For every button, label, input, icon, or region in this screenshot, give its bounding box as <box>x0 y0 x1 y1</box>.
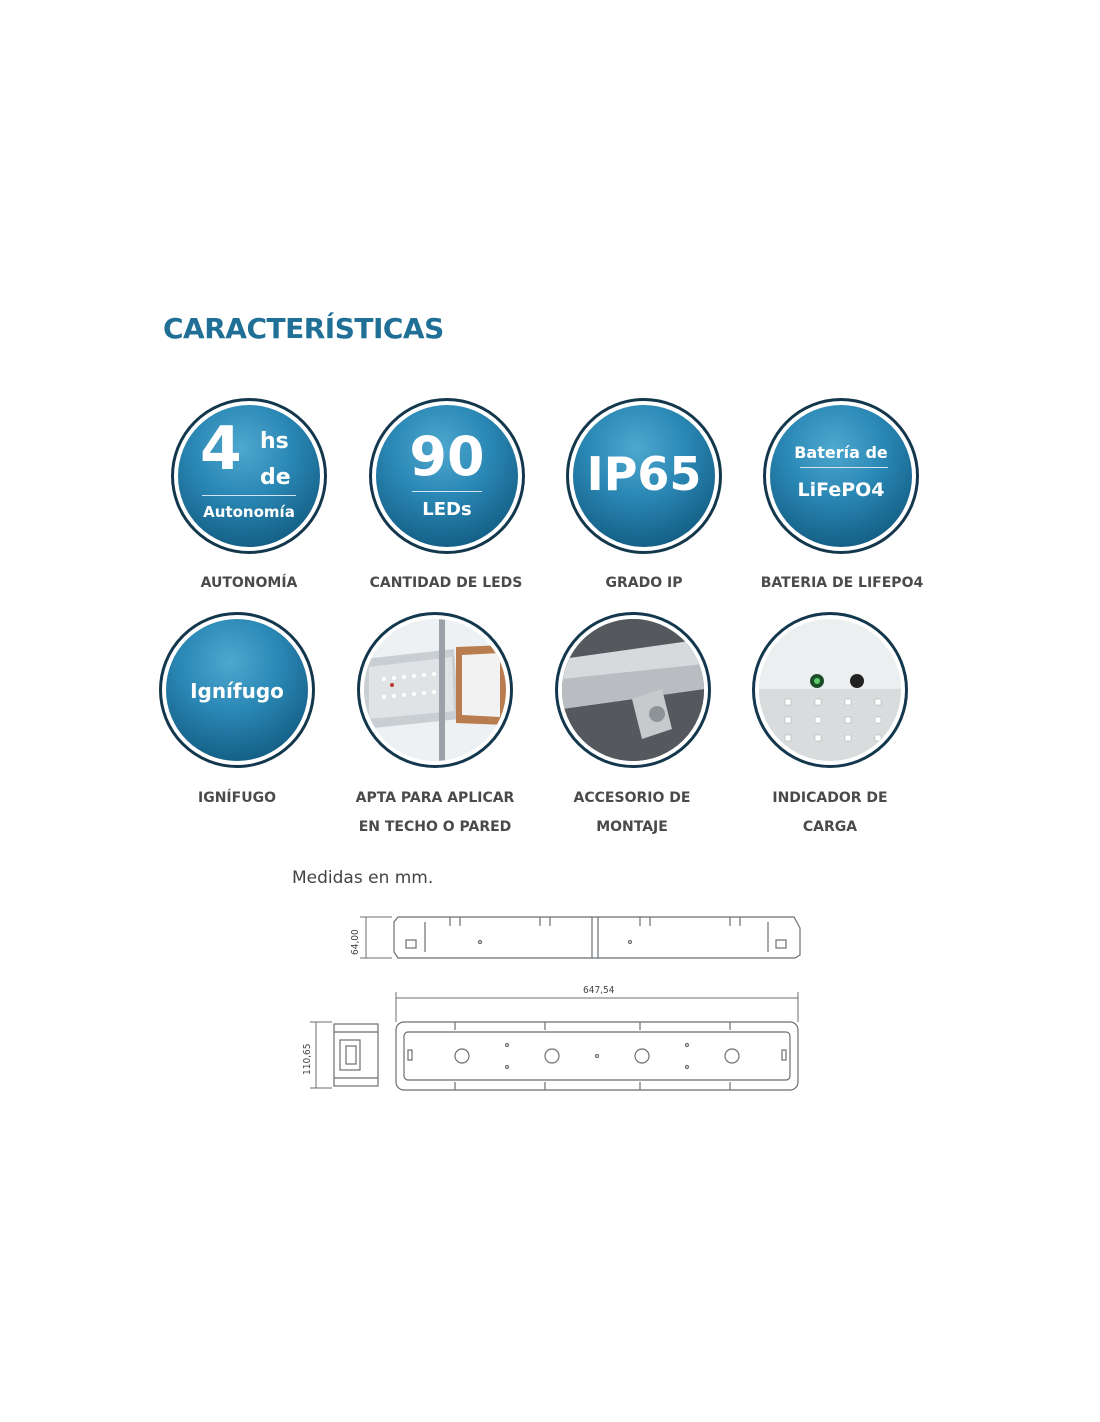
side-view <box>394 917 800 958</box>
height-dimension <box>360 917 392 958</box>
width-dimension <box>310 1022 332 1088</box>
caption-apta-line2: EN TECHO O PARED <box>358 819 512 835</box>
leds-count: 90 <box>409 425 485 488</box>
autonomy-hours-unit: hs <box>260 429 289 454</box>
height-dimension-label: 64,00 <box>350 929 361 955</box>
caption-ip: GRADO IP <box>605 575 683 591</box>
drawing-units-note: Medidas en mm. <box>292 868 434 888</box>
leds-label: LEDs <box>422 499 472 520</box>
caption-accesorio-line2: MONTAJE <box>596 819 668 835</box>
fire-retardant-text: Ignífugo <box>190 679 284 703</box>
width-dimension-label: 110,65 <box>302 1043 313 1075</box>
caption-indicador-line1: INDICADOR DE <box>772 790 888 806</box>
caption-accesorio-line1: ACCESORIO DE <box>573 790 691 806</box>
caption-apta-line1: APTA PARA APLICAR <box>355 790 515 806</box>
caption-ignifugo: IGNÍFUGO <box>198 790 276 806</box>
caption-leds: CANTIDAD DE LEDS <box>369 575 523 591</box>
caption-indicador-line2: CARGA <box>802 819 858 835</box>
length-dimension-label: 647,54 <box>583 985 615 996</box>
top-view <box>396 1022 798 1090</box>
autonomy-de: de <box>260 465 291 490</box>
autonomy-hours-number: 4 <box>200 414 242 484</box>
battery-line1: Batería de <box>794 443 888 462</box>
ip-rating: IP65 <box>586 447 702 501</box>
autonomy-label: Autonomía <box>203 503 295 521</box>
page-title: CARACTERÍSTICAS <box>163 312 444 345</box>
caption-bateria: BATERIA DE LIFEPO4 <box>760 575 924 591</box>
end-view <box>334 1024 378 1086</box>
length-dimension <box>396 992 798 1022</box>
battery-line2: LiFePO4 <box>797 479 885 501</box>
caption-autonomia: AUTONOMÍA <box>200 575 298 591</box>
